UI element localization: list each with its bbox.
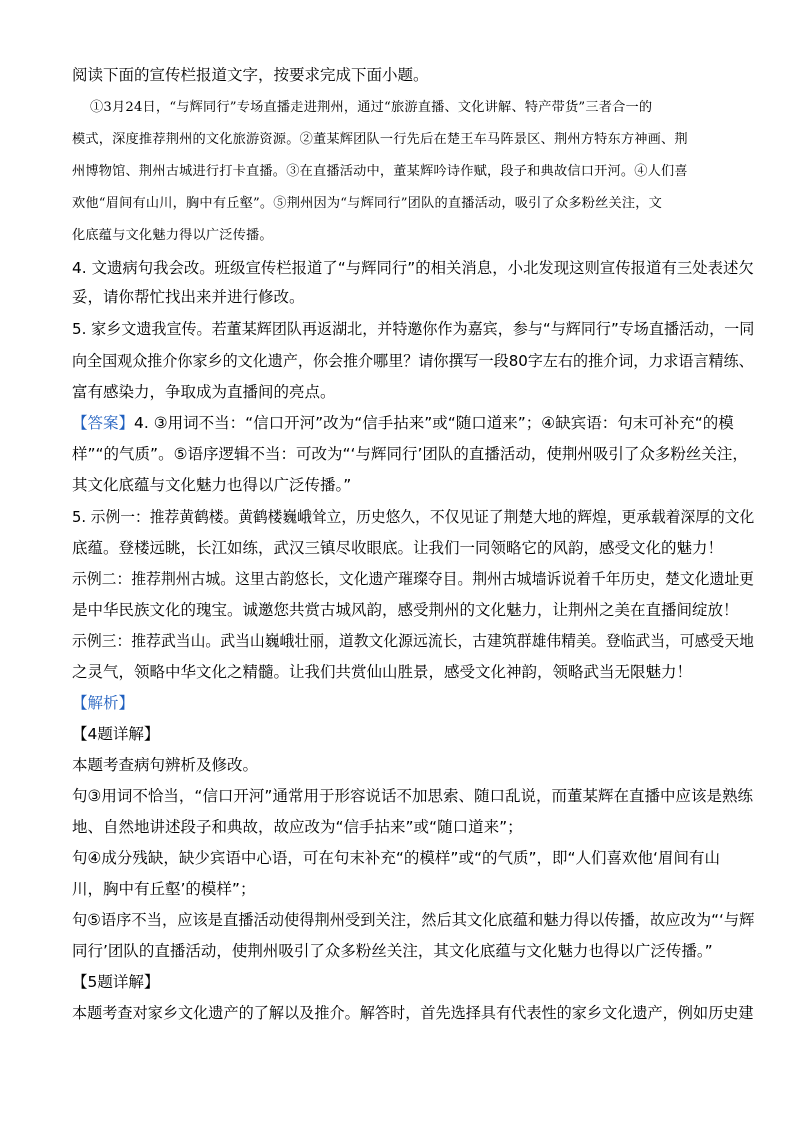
- detail-4-line: 句④成分残缺，缺少宾语中心语，可在句末补充“的模样”或“的气质”，即“人们喜欢他‘眉间有山: [72, 849, 720, 867]
- answer-line: 示例二：推荐荆州古城。这里古韵悠长，文化遗产璀璨夺目。荆州古城墙诉说着千年历史，楚文化遗址更: [72, 570, 754, 588]
- answer-text: 4. ③用词不当：“信口开河”改为“信手拈来”或“随口道来”；④缺宾语：句末可补充“的模: [134, 414, 734, 432]
- detail-4-line: 句③用词不恰当，“信口开河”通常用于形容说话不加思索、随口乱说，而董某辉在直播中应该是熟练: [72, 787, 753, 805]
- answer-line: 示例三：推荐武当山。武当山巍峨壮丽，道教文化源远流长，古建筑群雄伟精美。登临武当，可感受天地: [72, 632, 754, 650]
- detail-4-label: 【4题详解】: [72, 725, 160, 743]
- answer-line: 其文化底蕴与文化魅力也得以广泛传播。”: [72, 476, 352, 494]
- passage-line: 化底蕴与文化魅力得以广泛传播。: [72, 228, 273, 243]
- passage-line: 模式，深度推荐荆州的文化旅游资源。②董某辉团队一行先后在楚王车马阵景区、荆州方特东方神画、荆: [72, 132, 688, 147]
- answer-line: 5. 示例一：推荐黄鹤楼。黄鹤楼巍峨耸立，历史悠久，不仅见证了荆楚大地的辉煌，更承载着深厚的文化: [72, 508, 755, 526]
- question-5-line: 富有感染力，争取成为直播间的亮点。: [72, 383, 336, 401]
- detail-4-line: 地、自然地讲述段子和典故，故应改为“信手拈来”或“随口道来”；: [72, 818, 523, 836]
- detail-4-line: 川，胸中有丘壑’的模样”；: [72, 880, 256, 898]
- analysis-label: 【解析】: [72, 694, 135, 712]
- detail-4-line: 本题考查病句辨析及修改。: [72, 756, 259, 774]
- detail-5-label: 【5题详解】: [72, 973, 160, 991]
- detail-4-line: 句⑤语序不当，应该是直播活动使得荆州受到关注，然后其文化底蕴和魅力得以传播，故应改为“‘与辉: [72, 911, 755, 929]
- passage-line: 欢他“眉间有山川，胸中有丘壑”。⑤荆州因为“与辉同行”团队的直播活动，吸引了众多粉丝关注，文: [72, 196, 663, 211]
- answer-line: 底蕴。登楼远眺，长江如练，武汉三镇尽收眼底。让我们一同领略它的风韵，感受文化的魅力！: [72, 539, 724, 557]
- answer-label: 【答案】: [72, 414, 135, 432]
- answer-line: 样”“的气质”。⑤语序逻辑不当：可改为“‘与辉同行’团队的直播活动，使荆州吸引了众多粉丝关注，: [72, 445, 748, 463]
- question-4-line: 4. 文遗病句我会改。班级宣传栏报道了“与辉同行”的相关消息，小北发现这则宣传报道有三处表述欠: [72, 259, 754, 277]
- answer-line: [72, 412, 734, 434]
- intro-instruction: 阅读下面的宣传栏报道文字，按要求完成下面小题。: [72, 66, 429, 84]
- passage-line: ①3月24日，“与辉同行”专场直播走进荆州，通过“旅游直播、文化讲解、特产带货”三者合一的: [90, 100, 653, 115]
- question-4-line: 妥，请你帮忙找出来并进行修改。: [72, 288, 305, 306]
- answer-line: 是中华民族文化的瑰宝。诚邀您共赏古城风韵，感受荆州的文化魅力，让荆州之美在直播间绽放！: [72, 601, 739, 619]
- detail-5-line: 本题考查对家乡文化遗产的了解以及推介。解答时，首先选择具有代表性的家乡文化遗产，例如历史建: [72, 1004, 754, 1022]
- answer-line: 之灵气，领略中华文化之精髓。让我们共赏仙山胜景，感受文化神韵，领略武当无限魅力！: [72, 663, 693, 681]
- passage-line: 州博物馆、荆州古城进行打卡直播。③在直播活动中，董某辉吟诗作赋，段子和典故信口开河。④人们喜: [72, 164, 688, 179]
- detail-4-line: 同行’团队的直播活动，使荆州吸引了众多粉丝关注，其文化底蕴与文化魅力也得以广泛传播。”: [72, 942, 713, 960]
- question-5-line: 向全国观众推介你家乡的文化遗产，你会推介哪里？请你撰写一段80字左右的推介词，力求语言精练、: [72, 352, 754, 370]
- question-5-line: 5. 家乡文遗我宣传。若董某辉团队再返湖北，并特邀你作为嘉宾，参与“与辉同行”专场直播活动，一同: [72, 320, 755, 338]
